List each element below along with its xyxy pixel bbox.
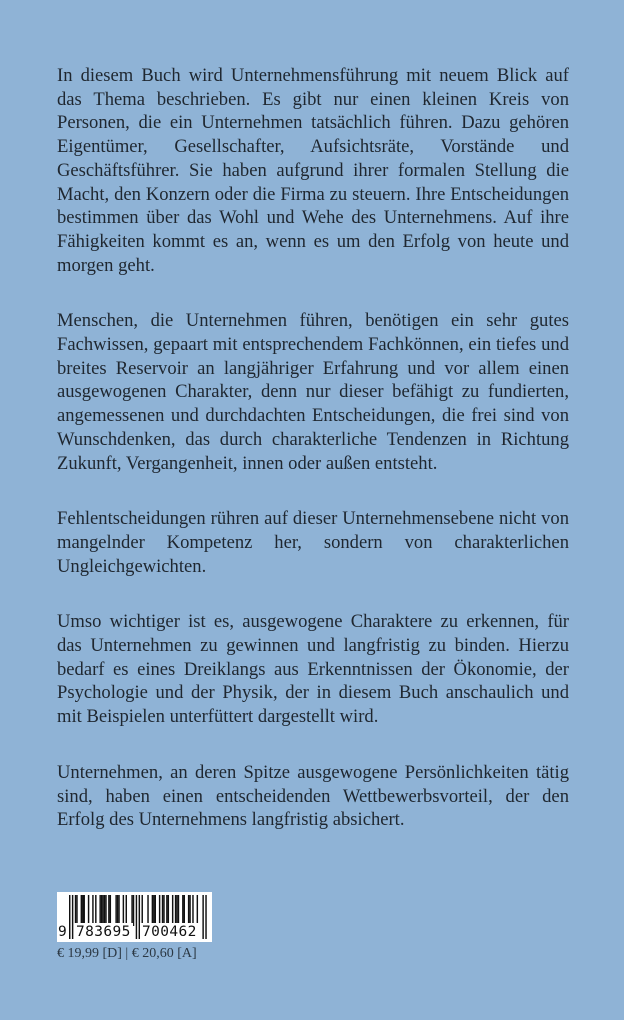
barcode-bar (159, 895, 160, 926)
barcode-bar (142, 895, 143, 926)
barcode-bar (110, 895, 111, 926)
barcode-bar (189, 895, 190, 926)
barcode-bar (82, 895, 83, 926)
barcode-bar (88, 895, 89, 926)
barcode-bar (184, 895, 185, 926)
barcode-bar (182, 895, 183, 926)
barcode-bar (104, 895, 105, 926)
barcode-bar (162, 895, 163, 926)
barcode-bar (99, 895, 100, 926)
barcode-bar (102, 895, 103, 926)
isbn-digits (57, 923, 212, 942)
barcode-bar (76, 895, 77, 926)
barcode-bar (178, 895, 179, 926)
isbn-digit-group-left: 783695 (76, 924, 131, 940)
barcode-bar (123, 895, 124, 926)
isbn-barcode (57, 892, 212, 942)
isbn-first-digit: 9 (58, 924, 68, 940)
back-cover-blurb (57, 64, 569, 864)
barcode-bar (81, 895, 82, 926)
blurb-paragraph-1: In diesem Buch wird Unternehmensführung mit neuem Blick auf das Thema beschrieben. Es gibt nur einen kleinen Kreis von Personen, die ein Unternehmen tatsächlich führen. Dazu gehören Eigentümer, Gesellschafter, Aufsichtsräte, Vorstände und Geschäftsführer. Sie haben aufgrund ihrer formalen Stellung die Macht, den Konzern oder die Firma zu steuern. Ihre Entscheidungen bestimmen über das Wohl und Wehe des Unternehmens. Auf ihre Fähigkeiten kommt es an, wenn es um den Erfolg von heute und morgen geht. (57, 65, 569, 276)
barcode-bar (126, 895, 127, 926)
barcode-bar (197, 895, 198, 926)
barcode-bar (175, 895, 176, 926)
barcode-bar (153, 895, 154, 926)
barcode-bar (101, 895, 102, 926)
barcode-bar (84, 895, 85, 926)
barcode-bar (108, 895, 109, 926)
barcode-bar (115, 895, 116, 926)
blurb-paragraph-3: Fehlentscheidungen rühren auf dieser Unternehmensebene nicht von mangelnder Kompetenz her, sondern von charakterlichen Ungleichgewichten. (57, 508, 569, 577)
barcode-bar (117, 895, 118, 926)
barcode-bar (92, 895, 93, 926)
blurb-paragraph-5: Unternehmen, an deren Spitze ausgewogene Persönlichkeiten tätig sind, haben einen entscheidenden Wettbewerbsvorteil, der den Erfolg des Unternehmens langfristig absichert. (57, 761, 569, 831)
barcode-bar (152, 895, 153, 926)
barcode-bar (192, 895, 193, 926)
isbn-digit-group-right: 700462 (142, 924, 197, 940)
barcode-bar (133, 895, 134, 926)
blurb-paragraph-2: Menschen, die Unternehmen führen, benötigen ein sehr gutes Fachwissen, gepaart mit entsprechendem Fachkönnen, ein tiefes und breites Reservoir an langjähriger Erfahrung und vor allem einen ausgewogenen Charakter, denn nur dieser befähigt zu fundierten, angemessenen und durchdachten Entscheidungen, die frei sind von Wunschdenken, das durch charakterliche Tendenzen in Richtung Zukunft, Vergangenheit, innen oder außen entsteht. (57, 310, 569, 474)
barcode-bar (105, 895, 106, 926)
barcode-bar (75, 895, 76, 926)
barcode-bar (95, 895, 96, 926)
barcode-bar (155, 895, 156, 926)
barcode-bar (172, 895, 173, 926)
barcode-bar (131, 895, 132, 926)
barcode-bar (176, 895, 177, 926)
price-label: € 19,99 [D] | € 20,60 [A] (57, 946, 197, 961)
barcode-bar (118, 895, 119, 926)
barcode-bar (163, 895, 164, 926)
blurb-paragraph-4: Umso wichtiger ist es, ausgewogene Charaktere zu erkennen, für das Unternehmen zu gewinnen und langfristig zu binden. Hierzu bedarf es eines Dreiklangs aus Erkenntnissen der Ökonomie, der Psychologie und der Physik, der in diesem Buch anschaulich und mit Beispielen unterfüttert dargestellt wird. (57, 611, 569, 728)
barcode-bar (166, 895, 167, 926)
barcode-bar (168, 895, 169, 926)
barcode-bar (188, 895, 189, 926)
barcode-bar (147, 895, 148, 926)
